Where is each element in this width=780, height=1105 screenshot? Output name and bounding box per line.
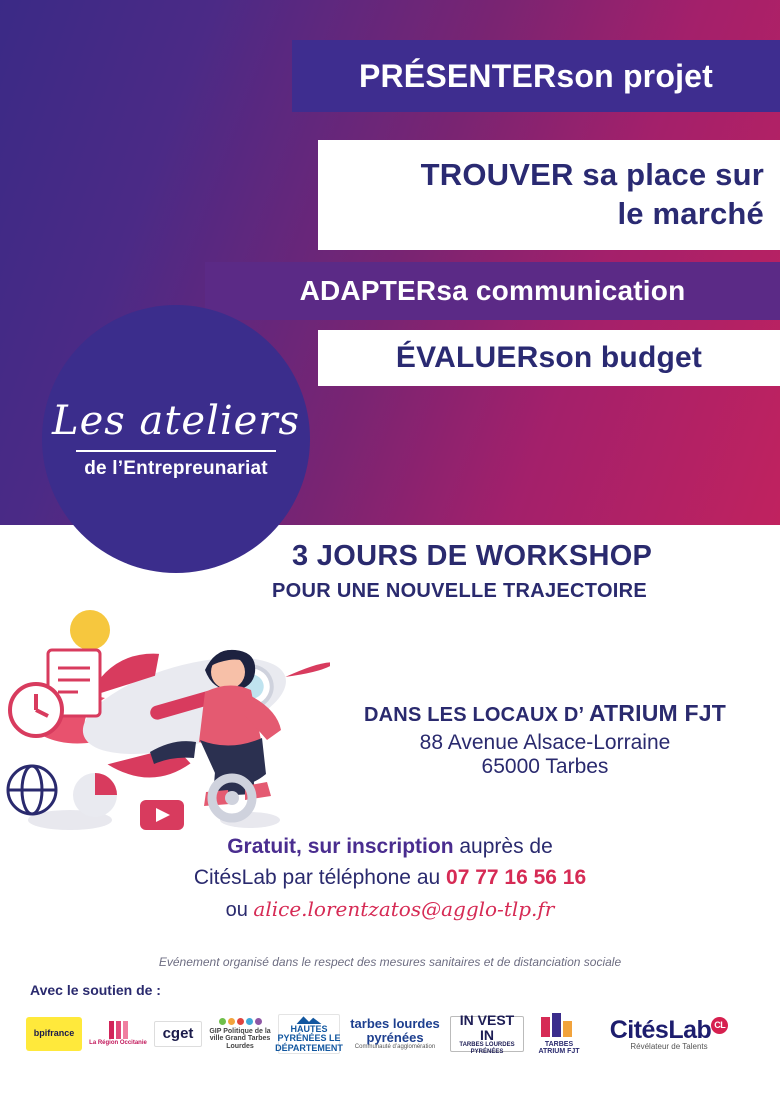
workshop-title: 3 JOURS DE WORKSHOP	[292, 540, 653, 572]
banner-presenter	[292, 40, 780, 112]
logo-tarbes-lourdes-pyrenees	[347, 1014, 443, 1054]
venue-name: ATRIUM FJT	[588, 700, 726, 726]
ateliers-logo-badge	[42, 305, 310, 573]
banner-presenter-text: PRÉSENTER	[358, 57, 557, 94]
logo-citeslab-wordmark	[610, 1017, 729, 1043]
registration-line1	[0, 835, 780, 859]
ateliers-logo-subtitle: de l’Entrepreunariat	[84, 458, 268, 479]
banner-trouver-line2: le marché	[617, 196, 764, 231]
logo-citeslab-tagline: Révélateur de Talents	[630, 1041, 708, 1051]
logo-gip	[209, 1014, 271, 1054]
support-label: Avec le soutien de :	[30, 982, 161, 998]
logo-gip-text: GIP Politique de la ville Grand Tarbes Lourdes	[209, 1027, 271, 1050]
banner-trouver	[318, 140, 780, 250]
logo-hautes-pyrenees-text: HAUTES PYRÉNÉES LE DÉPARTEMENT	[275, 1023, 343, 1053]
logo-tlp-text: tarbes lourdes pyrénées	[350, 1016, 440, 1045]
gip-dots-icon	[219, 1018, 262, 1025]
banner-evaluer-rest: son budget	[538, 341, 703, 374]
venue-line1	[330, 700, 760, 727]
venue-city: 65000 Tarbes	[481, 755, 609, 778]
logo-hautes-pyrenees	[275, 1014, 343, 1054]
registration-line2	[0, 866, 780, 890]
play-video-icon	[140, 800, 184, 830]
logo-region-occitanie	[89, 1015, 147, 1053]
logo-invest-sub: TARBES LOURDES PYRÉNÉES	[459, 1042, 515, 1055]
logo-tlp-sub: Communauté d’agglomération	[354, 1044, 436, 1051]
venue-block	[330, 700, 760, 779]
logo-citeslab	[594, 1010, 744, 1058]
logo-invest-in	[450, 1012, 524, 1055]
partner-logos	[26, 1003, 756, 1065]
registration-line1-rest: auprès de	[453, 835, 553, 858]
banner-trouver-line1	[421, 156, 764, 195]
registration-block	[0, 835, 780, 922]
logo-invest-text: IN VEST IN	[459, 1012, 515, 1043]
ateliers-logo-rule	[76, 450, 276, 452]
banner-adapter-rest: sa communication	[436, 275, 686, 306]
banner-evaluer-strong: ÉVALUER	[395, 341, 539, 374]
banner-adapter-strong: ADAPTER	[299, 275, 437, 306]
registration-or-label: ou	[225, 899, 254, 921]
email-address[interactable]: alice.lorentzatos@agglo-tlp.fr	[253, 897, 555, 921]
registration-phone-prefix: CitésLab par téléphone au	[193, 866, 447, 889]
logo-region-occitanie-text: La Région Occitanie	[89, 1040, 147, 1047]
sanitary-note: Evénement organisé dans le respect des mesures sanitaires et de distanciation sociale	[158, 955, 622, 969]
logo-cget-text: cget	[162, 1025, 194, 1043]
workshop-subtitle: POUR UNE NOUVELLE TRAJECTOIRE	[272, 580, 648, 602]
pie-chart-icon	[73, 773, 117, 817]
occitanie-bars-icon	[109, 1021, 128, 1039]
banner-evaluer	[318, 330, 780, 386]
registration-line3	[0, 897, 780, 922]
ateliers-logo-script: Les ateliers	[52, 398, 300, 444]
clock-icon	[10, 684, 62, 736]
registration-free-label: Gratuit, sur inscription	[227, 835, 454, 858]
venue-prefix: DANS LES LOCAUX D’	[364, 704, 589, 726]
logo-atrium-text: TARBES ATRIUM FJT	[538, 1040, 580, 1055]
logo-citeslab-text: CitésLab	[609, 1015, 712, 1044]
banner-adapter	[205, 262, 780, 320]
venue-address: 88 Avenue Alsace-Lorraine	[419, 731, 671, 754]
banner-trouver-rest: sa place sur	[573, 157, 764, 193]
atrium-building-icon	[539, 1013, 579, 1039]
banner-presenter-rest: son projet	[556, 57, 714, 94]
citeslab-badge: CL	[711, 1017, 728, 1034]
logo-bpifrance-text: bpifrance	[33, 1028, 75, 1039]
banner-trouver-strong: TROUVER	[420, 157, 574, 193]
logo-tarbes-atrium-fjt	[531, 1007, 587, 1061]
logo-bpifrance	[26, 1017, 82, 1051]
globe-icon	[8, 766, 56, 814]
phone-number[interactable]: 07 77 16 56 16	[446, 866, 587, 889]
logo-cget	[154, 1021, 202, 1047]
